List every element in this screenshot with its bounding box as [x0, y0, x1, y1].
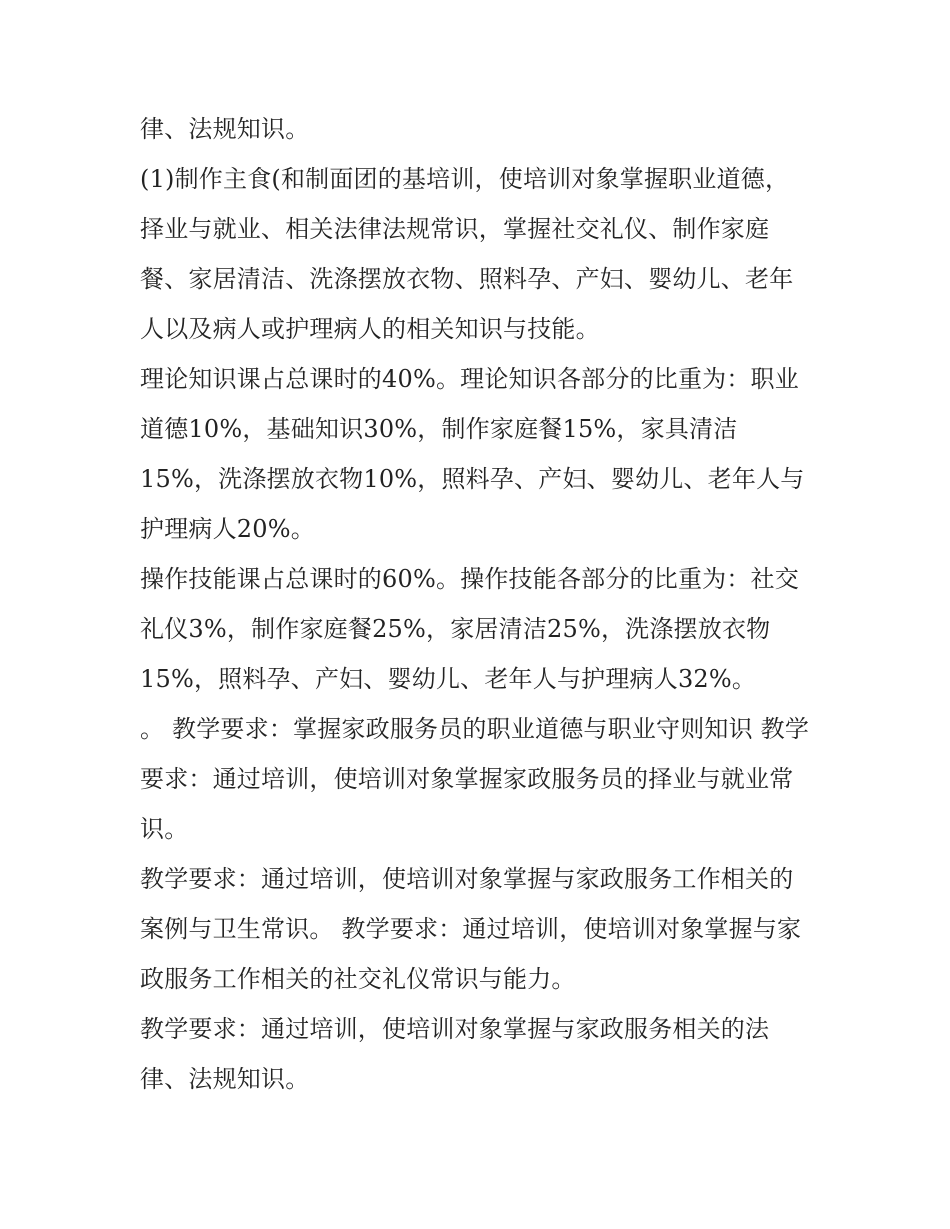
paragraph-4: 操作技能课占总课时的60%。操作技能各部分的比重为：社交礼仪3%，制作家庭餐25%，家居清洁25%，洗涤摆放衣物15%，照料孕、产妇、婴幼儿、老年人与护理病人32%。	[140, 565, 799, 693]
paragraph-6: 教学要求：通过培训，使培训对象掌握与家政服务工作相关的案例与卫生常识。 教学要求：通过培训，使培训对象掌握与家政服务工作相关的社交礼仪常识与能力。	[140, 865, 802, 993]
paragraph-2: (1)制作主食(和制面团的基培训，使培训对象掌握职业道德，择业与就业、相关法律法规常识，掌握社交礼仪、制作家庭餐、家居清洁、洗涤摆放衣物、照料孕、产妇、婴幼儿、老年人以及病人或护理病人的相关知识与技能。	[140, 165, 794, 343]
paragraph-5: 。 教学要求：掌握家政服务员的职业道德与职业守则知识 教学要求：通过培训，使培训对象掌握家政服务员的择业与就业常识。	[140, 715, 810, 843]
paragraph-7: 教学要求：通过培训，使培训对象掌握与家政服务相关的法律、法规知识。	[140, 1015, 770, 1093]
paragraph-3: 理论知识课占总课时的40%。理论知识各部分的比重为：职业道德10%，基础知识30%，制作家庭餐15%，家具清洁15%，洗涤摆放衣物10%，照料孕、产妇、婴幼儿、老年人与护理病人20%。	[140, 365, 805, 543]
document-body	[140, 104, 812, 1104]
paragraph-1: 律、法规知识。	[140, 115, 310, 143]
